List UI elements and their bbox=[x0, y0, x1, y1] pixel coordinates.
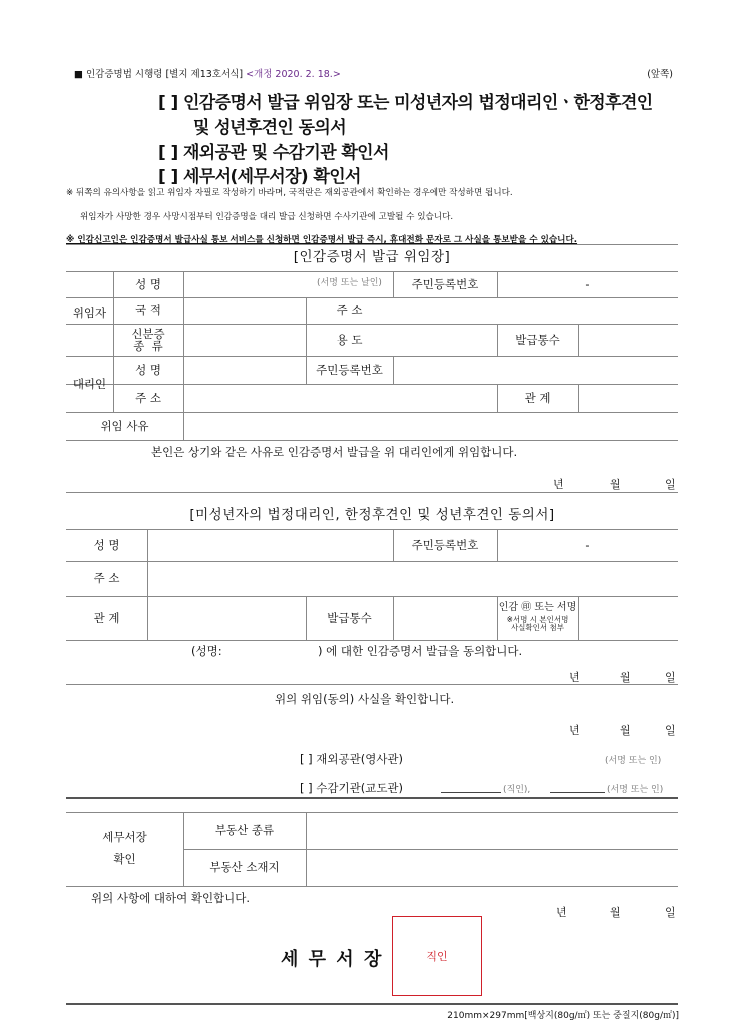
delegator-label: 위임자 bbox=[72, 306, 107, 321]
realty-location-label: 부동산 소재지 bbox=[209, 860, 280, 875]
agent-rrn-label: 주민등록번호 bbox=[316, 362, 383, 377]
section-delegation-title: [인감증명서 발급 위임장] bbox=[293, 249, 451, 266]
realty-type-label: 부동산 종류 bbox=[214, 823, 275, 838]
issue-count-label: 발급통수 bbox=[515, 332, 560, 347]
section-consent-title: [미성년자의 법정대리인, 한정후견인 및 성년후견인 동의서] bbox=[189, 506, 555, 523]
embassy-sign-hint: (서명 또는 인) bbox=[605, 756, 662, 766]
note-notification: ※ 인감신고인은 인감증명서 발급사실 통보 서비스를 신청하면 인감증명서 발급 즉시, 휴대전화 문자로 그 사실을 통보받을 수 있습니다. bbox=[66, 235, 578, 245]
page-side-label: (앞쪽) bbox=[647, 69, 673, 80]
consent-rrn-label: 주민등록번호 bbox=[411, 537, 479, 552]
id-type-label: 신분증 종 류 bbox=[131, 326, 165, 353]
delegator-sign-hint: (서명 또는 날인) bbox=[317, 278, 382, 289]
agent-address-label: 주 소 bbox=[135, 390, 161, 405]
delegator-name-label: 성 명 bbox=[135, 276, 161, 291]
tax-chief-confirm-label: 세무서장 확인 bbox=[102, 830, 147, 866]
title-tax-office-confirm: [ ] 세무서(세무서장) 확인서 bbox=[158, 167, 361, 187]
note-handwriting: ※ 뒤쪽의 유의사항을 읽고 위임자 자필로 작성하기 바라며, 국적란은 재외공관에서 확인하는 경우에만 작성하면 됩니다. bbox=[66, 188, 513, 198]
delegator-rrn-label: 주민등록번호 bbox=[411, 276, 479, 291]
seal-or-sign-note: 인감 ㊞ 또는 서명 ※서명 시 본인서명 사실확인서 첨부 bbox=[498, 602, 577, 633]
purpose-label: 용 도 bbox=[336, 332, 363, 347]
delegator-rrn-field[interactable]: - bbox=[585, 276, 590, 291]
note-deceased: 위임자가 사망한 경우 사망시점부터 인감증명을 대리 발급 신청하면 수사기관에 고발될 수 있습니다. bbox=[80, 212, 454, 222]
nationality-label: 국 적 bbox=[135, 303, 161, 318]
revision-date: <개정 2020. 2. 18.> bbox=[246, 69, 341, 80]
consent-relation-label: 관 계 bbox=[93, 610, 120, 625]
consent-statement: ) 에 대한 인감증명서 발급을 동의합니다. bbox=[318, 644, 523, 658]
consent-name-prefix: (성명: bbox=[191, 644, 222, 658]
title-embassy-confirm: [ ] 재외공관 및 수감기관 확인서 bbox=[158, 143, 389, 163]
delegator-address-label: 주 소 bbox=[336, 303, 363, 318]
prison-checkbox[interactable]: [ ] 수감기관(교도관) bbox=[300, 781, 404, 795]
paper-spec: 210mm×297mm[백상지(80g/㎡) 또는 중질지(80g/㎡)] bbox=[447, 1011, 679, 1021]
confirm-statement: 위의 위임(동의) 사실을 확인합니다. bbox=[275, 692, 455, 706]
title-guardian-consent: 및 성년후견인 동의서 bbox=[193, 118, 347, 138]
reason-label: 위임 사유 bbox=[100, 418, 149, 433]
consent-name-label: 성 명 bbox=[93, 537, 120, 552]
tax-confirm-statement: 위의 사항에 대하여 확인합니다. bbox=[91, 891, 251, 905]
agent-label: 대리인 bbox=[72, 376, 107, 391]
agent-name-label: 성 명 bbox=[135, 362, 161, 377]
embassy-checkbox[interactable]: [ ] 재외공관(영사관) bbox=[300, 752, 404, 766]
consent-issue-count-label: 발급통수 bbox=[327, 610, 372, 625]
official-seal-box: 직인 bbox=[392, 916, 482, 996]
consent-address-label: 주 소 bbox=[93, 571, 120, 586]
form-reference: ■ 인감증명법 시행령 [별지 제13호서식] <개정 2020. 2. 18.> bbox=[74, 69, 341, 80]
title-delegation: [ ] 인감증명서 발급 위임장 또는 미성년자의 법정대리인ㆍ한정후견인 bbox=[158, 93, 653, 113]
consent-rrn-field[interactable]: - bbox=[585, 537, 590, 552]
prison-seal-hint: (직인), bbox=[503, 785, 531, 795]
prison-sign-hint: (서명 또는 인) bbox=[607, 785, 664, 795]
delegation-statement: 본인은 상기와 같은 사유로 인감증명서 발급을 위 대리인에게 위임합니다. bbox=[151, 445, 518, 459]
tax-chief-title: 세 무 서 장 bbox=[281, 949, 384, 970]
relation-label: 관 계 bbox=[524, 390, 551, 405]
